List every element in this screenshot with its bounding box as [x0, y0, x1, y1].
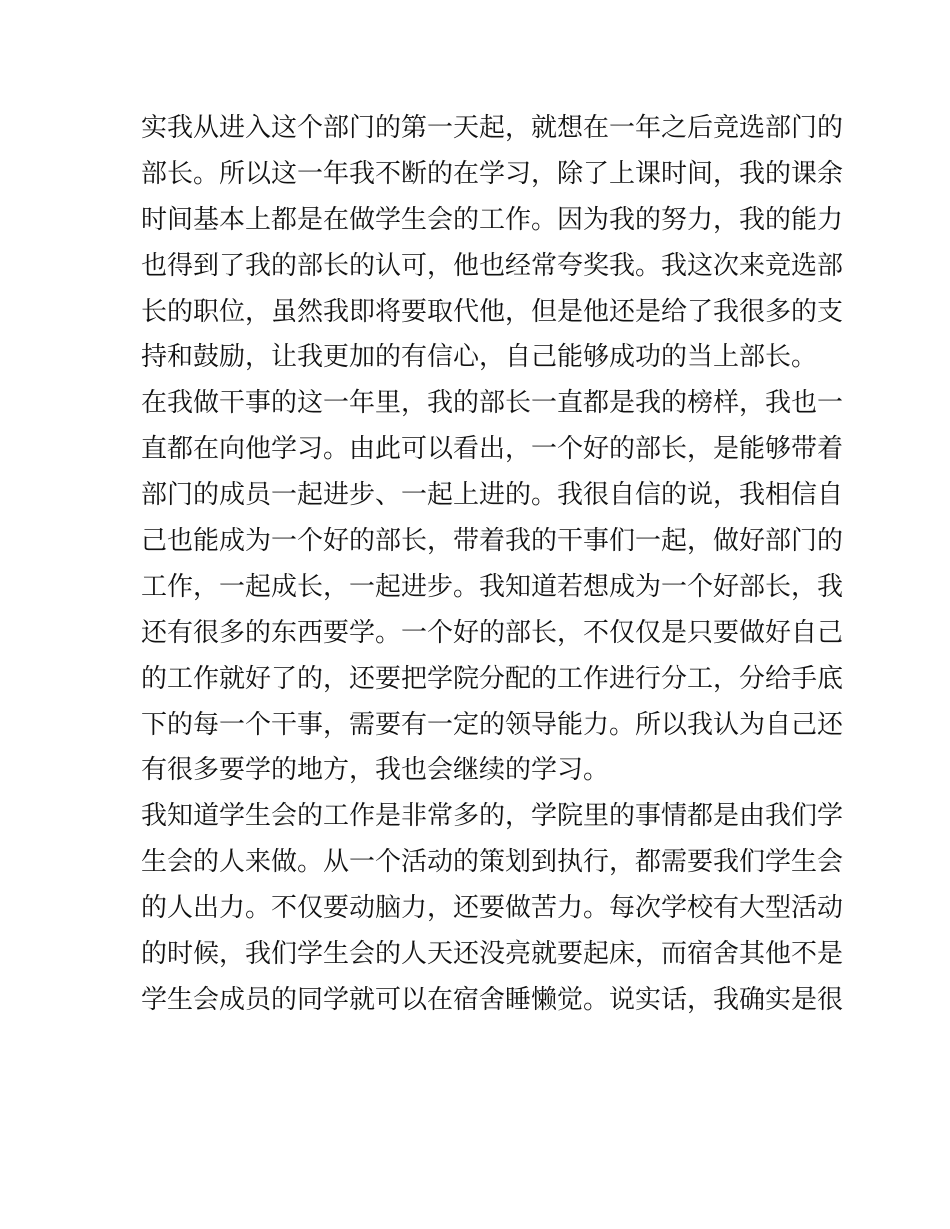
text-line: 己也能成为一个好的部长，带着我的干事们一起，做好部门的	[141, 526, 844, 557]
text-line: 的工作就好了的，还要把学院分配的工作进行分工，分给手底	[141, 663, 844, 694]
text-line: 长的职位，虽然我即将要取代他，但是他还是给了我很多的支	[141, 296, 844, 327]
text-line: 直都在向他学习。由此可以看出，一个好的部长，是能够带着	[141, 434, 844, 465]
text-line: 还有很多的东西要学。一个好的部长，不仅仅是只要做好自己	[141, 617, 844, 648]
paragraph-3	[141, 794, 844, 1023]
text-line: 实我从进入这个部门的第一天起，就想在一年之后竞选部门的	[141, 113, 844, 143]
text-line: 学生会成员的同学就可以在宿舍睡懒觉。说实话，我确实是很	[141, 984, 844, 1015]
text-line: 工作，一起成长，一起进步。我知道若想成为一个好部长，我	[141, 571, 844, 602]
text-line: 有很多要学的地方，我也会继续的学习。	[141, 755, 610, 786]
text-line: 部长。所以这一年我不断的在学习，除了上课时间，我的课余	[141, 158, 844, 189]
text-line: 部门的成员一起进步、一起上进的。我很自信的说，我相信自	[141, 480, 844, 511]
paragraph-2	[141, 381, 844, 794]
text-line: 也得到了我的部长的认可，他也经常夸奖我。我这次来竞选部	[141, 250, 844, 281]
text-line: 的人出力。不仅要动脑力，还要做苦力。每次学校有大型活动	[141, 893, 844, 924]
text-line: 持和鼓励，让我更加的有信心，自己能够成功的当上部长。	[141, 342, 818, 373]
text-line: 时间基本上都是在做学生会的工作。因为我的努力，我的能力	[141, 204, 844, 235]
text-line: 我知道学生会的工作是非常多的，学院里的事情都是由我们学	[141, 801, 844, 832]
text-line: 生会的人来做。从一个活动的策划到执行，都需要我们学生会	[141, 847, 844, 878]
text-line: 在我做干事的这一年里，我的部长一直都是我的榜样，我也一	[141, 388, 844, 419]
paragraph-1	[141, 106, 844, 381]
text-line: 下的每一个干事，需要有一定的领导能力。所以我认为自己还	[141, 709, 844, 740]
text-line: 的时候，我们学生会的人天还没亮就要起床，而宿舍其他不是	[141, 939, 844, 970]
document-body	[141, 106, 844, 1024]
